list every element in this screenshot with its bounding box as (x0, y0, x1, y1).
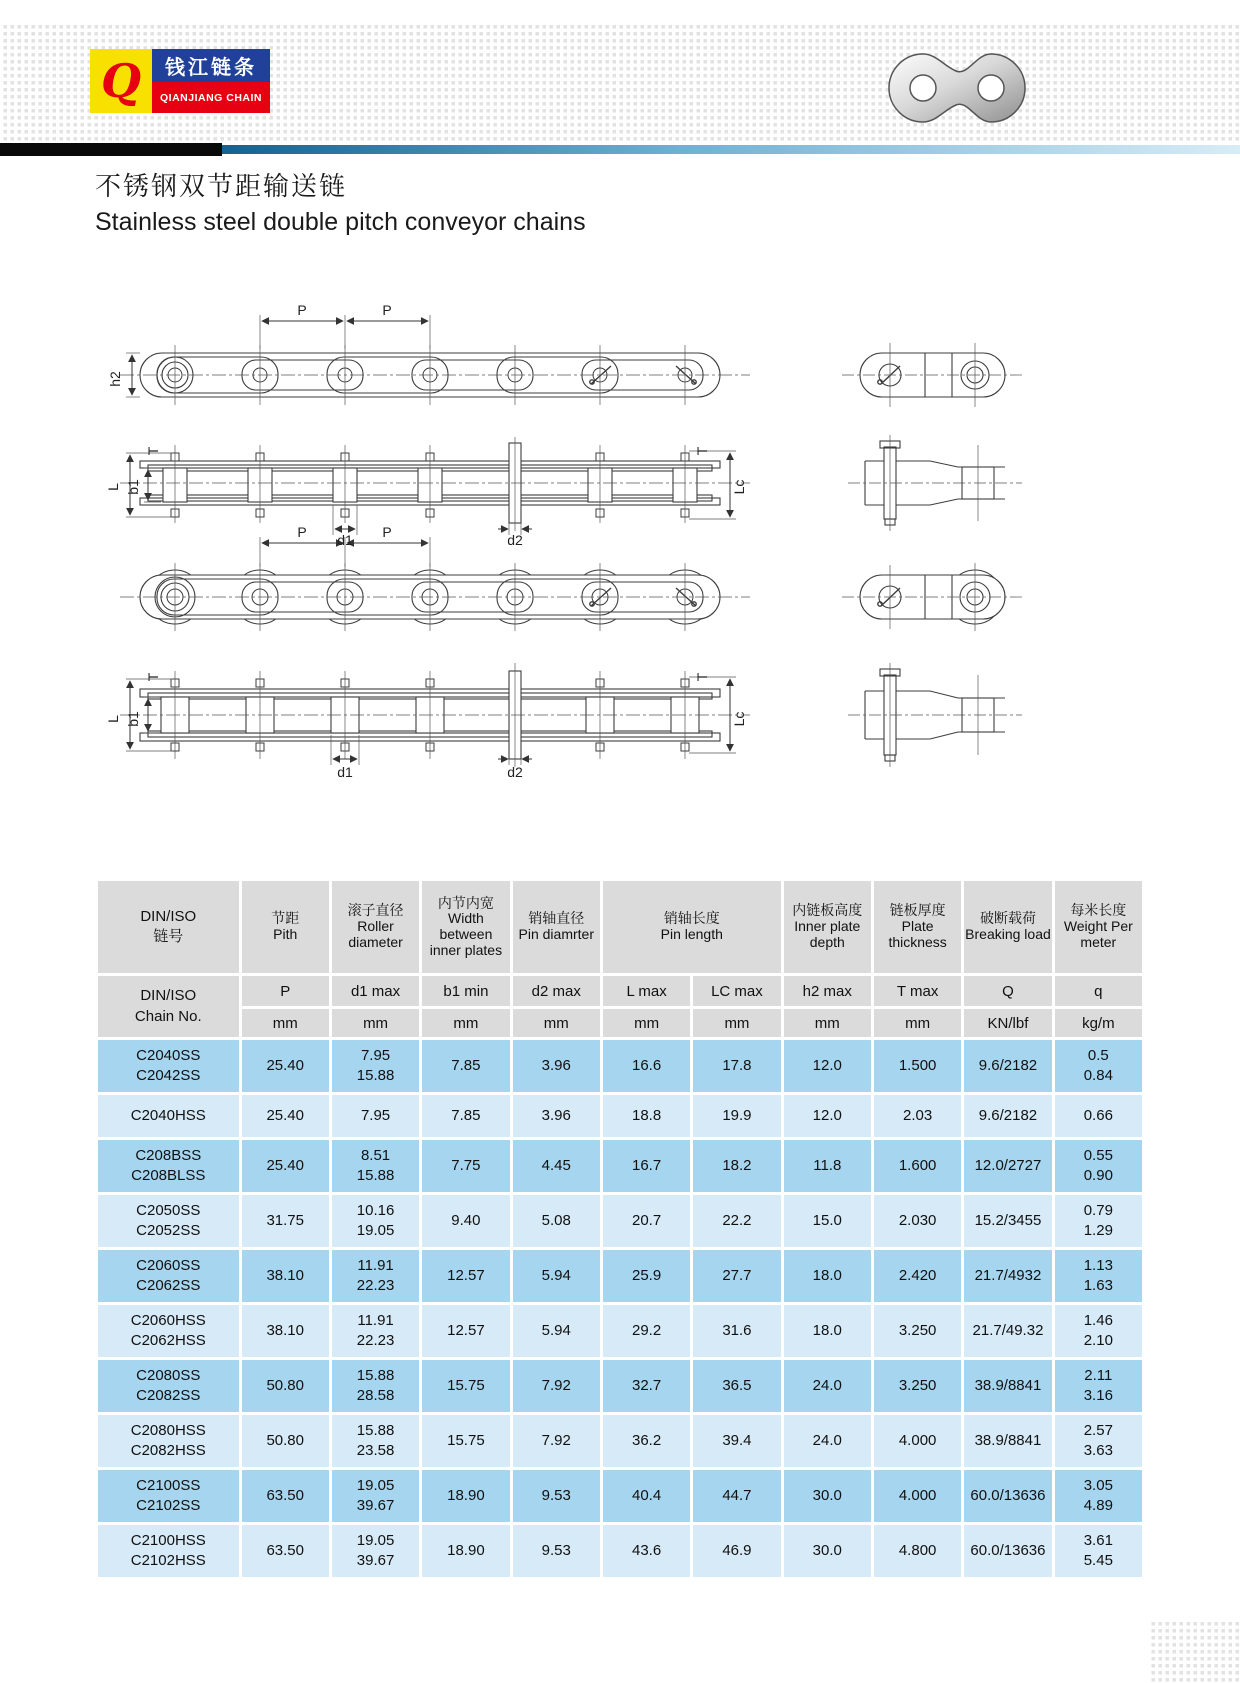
header-plate-depth-en: Inner plate depth (794, 918, 861, 950)
header-plate-thickness (874, 881, 961, 973)
value-cell: 7.92 (513, 1415, 600, 1467)
value-cell: 7.92 (513, 1360, 600, 1412)
value-cell: 15.75 (422, 1415, 509, 1467)
value-cell: 2.420 (874, 1250, 961, 1302)
chain-no-cell: C2040SS C2042SS (98, 1040, 239, 1092)
table-row (98, 1525, 1142, 1577)
value-cell: 12.0/2727 (964, 1140, 1051, 1192)
value-cell: 18.90 (422, 1470, 509, 1522)
value-cell: 27.7 (693, 1250, 780, 1302)
value-cell: 12.0 (784, 1040, 871, 1092)
value-cell: 8.51 15.88 (332, 1140, 419, 1192)
value-cell: 32.7 (603, 1360, 690, 1412)
value-cell: 39.4 (693, 1415, 780, 1467)
value-cell: 50.80 (242, 1360, 329, 1412)
dim-p3-label: P (297, 524, 307, 540)
value-cell: 0.79 1.29 (1055, 1195, 1142, 1247)
value-cell: 31.6 (693, 1305, 780, 1357)
value-cell: 4.800 (874, 1525, 961, 1577)
value-cell: 25.40 (242, 1140, 329, 1192)
header-unit-row (98, 1009, 1142, 1037)
dim-p1-label: P (297, 302, 307, 318)
unit-mm-3: mm (422, 1009, 509, 1037)
value-cell: 30.0 (784, 1470, 871, 1522)
dim-d2-large: d2 (507, 764, 523, 780)
value-cell: 3.05 4.89 (1055, 1470, 1142, 1522)
value-cell: 25.9 (603, 1250, 690, 1302)
header-roller-zh: 滚子直径 (347, 902, 404, 919)
dim-lc-large: Lc (731, 711, 747, 727)
value-cell: 36.5 (693, 1360, 780, 1412)
value-cell: 22.2 (693, 1195, 780, 1247)
symbol-p: P (242, 976, 329, 1006)
value-cell: 18.0 (784, 1305, 871, 1357)
header-pitch-zh: 节距 (271, 910, 300, 927)
value-cell: 11.91 22.23 (332, 1250, 419, 1302)
value-cell: 63.50 (242, 1525, 329, 1577)
chain-no-cell: C2060HSS C2062HSS (98, 1305, 239, 1357)
value-cell: 36.2 (603, 1415, 690, 1467)
header-pitch-en: Pith (273, 926, 298, 942)
header-breaking-load (964, 881, 1051, 973)
value-cell: 60.0/13636 (964, 1525, 1051, 1577)
corner-pattern (1148, 1622, 1240, 1683)
unit-mm-7: mm (784, 1009, 871, 1037)
value-cell: 3.250 (874, 1360, 961, 1412)
dim-l-small: L (105, 483, 121, 491)
symbol-q-weight: q (1055, 976, 1142, 1006)
technical-drawing (90, 295, 1150, 790)
header-din-iso-line2: 链号 (153, 928, 184, 945)
value-cell: 9.6/2182 (964, 1095, 1051, 1137)
dim-d1-small: d1 (337, 532, 353, 548)
header-weight-en: Weight Per meter (1063, 918, 1133, 950)
value-cell: 63.50 (242, 1470, 329, 1522)
value-cell: 24.0 (784, 1415, 871, 1467)
value-cell: 18.8 (603, 1095, 690, 1137)
value-cell: 29.2 (603, 1305, 690, 1357)
value-cell: 4.45 (513, 1140, 600, 1192)
value-cell: 3.61 5.45 (1055, 1525, 1142, 1577)
spec-table (95, 878, 1145, 1580)
divider-blue (222, 145, 1240, 154)
drawing-side-view-small (120, 437, 750, 535)
value-cell: 40.4 (603, 1470, 690, 1522)
header-plate-depth-zh: 内链板高度 (792, 902, 863, 919)
header-din-iso-line1: DIN/ISO (140, 907, 197, 925)
header-thickness-en: Plate thickness (888, 918, 947, 950)
table-head (98, 881, 1142, 1037)
value-cell: 20.7 (603, 1195, 690, 1247)
value-cell: 16.6 (603, 1040, 690, 1092)
header-inner-width-en: Width between inner plates (429, 910, 503, 958)
logo-english-name: QIANJIANG CHAIN (152, 82, 270, 113)
value-cell: 7.95 15.88 (332, 1040, 419, 1092)
header-chain-no (98, 976, 239, 1037)
dim-b1-large: b1 (125, 711, 141, 727)
symbol-l: L max (603, 976, 690, 1006)
table-body (98, 1040, 1142, 1577)
unit-mm-1: mm (242, 1009, 329, 1037)
dim-t-left-small: T (145, 446, 161, 456)
header-group-row (98, 881, 1142, 973)
value-cell: 15.0 (784, 1195, 871, 1247)
value-cell: 38.9/8841 (964, 1360, 1051, 1412)
header-breaking-en: Breaking load (965, 926, 1051, 942)
header-weight-zh: 每米长度 (1070, 902, 1127, 919)
table-row (98, 1470, 1142, 1522)
value-cell: 15.75 (422, 1360, 509, 1412)
value-cell: 9.6/2182 (964, 1040, 1051, 1092)
value-cell: 19.05 39.67 (332, 1525, 419, 1577)
value-cell: 18.2 (693, 1140, 780, 1192)
header-breaking-zh: 破断载荷 (979, 910, 1036, 927)
header-din-iso (98, 881, 239, 973)
symbol-lc: LC max (693, 976, 780, 1006)
dim-p2-label: P (382, 302, 392, 318)
detail-link-side-small (848, 435, 1022, 531)
unit-mm-8: mm (874, 1009, 961, 1037)
header-inner-plate-depth (784, 881, 871, 973)
dim-h2-label: h2 (107, 371, 123, 387)
value-cell: 60.0/13636 (964, 1470, 1051, 1522)
value-cell: 44.7 (693, 1470, 780, 1522)
value-cell: 7.85 (422, 1040, 509, 1092)
drawing-side-view-large (120, 663, 750, 767)
unit-mm-4: mm (513, 1009, 600, 1037)
table-row (98, 1140, 1142, 1192)
detail-link-top-large (842, 563, 1022, 631)
chain-no-cell: C2080SS C2082SS (98, 1360, 239, 1412)
value-cell: 38.9/8841 (964, 1415, 1051, 1467)
value-cell: 12.0 (784, 1095, 871, 1137)
header-pin-length-zh: 销轴长度 (663, 910, 720, 927)
value-cell: 16.7 (603, 1140, 690, 1192)
value-cell: 24.0 (784, 1360, 871, 1412)
header-weight (1055, 881, 1142, 973)
value-cell: 3.96 (513, 1095, 600, 1137)
chain-no-cell: C208BSS C208BLSS (98, 1140, 239, 1192)
value-cell: 4.000 (874, 1415, 961, 1467)
header-pin-length (603, 881, 781, 973)
table-row (98, 1305, 1142, 1357)
chain-no-cell: C2100HSS C2102HSS (98, 1525, 239, 1577)
value-cell: 1.600 (874, 1140, 961, 1192)
header-pin-diameter-zh: 销轴直径 (528, 910, 585, 927)
dim-t-left-large: T (145, 672, 161, 682)
value-cell: 38.10 (242, 1305, 329, 1357)
value-cell: 9.53 (513, 1470, 600, 1522)
value-cell: 21.7/4932 (964, 1250, 1051, 1302)
value-cell: 25.40 (242, 1095, 329, 1137)
unit-mm-2: mm (332, 1009, 419, 1037)
table-row (98, 1040, 1142, 1092)
chain-no-cell: C2080HSS C2082HSS (98, 1415, 239, 1467)
plate-hole-right (978, 75, 1004, 101)
value-cell: 38.10 (242, 1250, 329, 1302)
dim-l-large: L (105, 715, 121, 723)
value-cell: 15.88 23.58 (332, 1415, 419, 1467)
header-pin-length-en: Pin length (660, 926, 723, 942)
value-cell: 2.11 3.16 (1055, 1360, 1142, 1412)
table-row (98, 1250, 1142, 1302)
value-cell: 10.16 19.05 (332, 1195, 419, 1247)
unit-kn-lbf: KN/lbf (964, 1009, 1051, 1037)
title-english: Stainless steel double pitch conveyor chains (95, 207, 586, 236)
header-inner-width (422, 881, 509, 973)
symbol-q-load: Q (964, 976, 1051, 1006)
symbol-d2: d2 max (513, 976, 600, 1006)
spec-table-grid (95, 878, 1145, 1580)
detail-link-top-small (842, 343, 1022, 407)
value-cell: 18.90 (422, 1525, 509, 1577)
value-cell: 15.2/3455 (964, 1195, 1051, 1247)
value-cell: 43.6 (603, 1525, 690, 1577)
value-cell: 5.08 (513, 1195, 600, 1247)
header-pin-diameter-en: Pin diamrter (518, 926, 594, 942)
value-cell: 31.75 (242, 1195, 329, 1247)
logo-q-mark: Q (90, 49, 152, 113)
value-cell: 1.46 2.10 (1055, 1305, 1142, 1357)
value-cell: 9.53 (513, 1525, 600, 1577)
chain-plate-image (878, 40, 1034, 136)
value-cell: 1.500 (874, 1040, 961, 1092)
header-thickness-zh: 链板厚度 (889, 902, 946, 919)
header-roller-diameter (332, 881, 419, 973)
symbol-h2: h2 max (784, 976, 871, 1006)
symbol-b1: b1 min (422, 976, 509, 1006)
value-cell: 19.05 39.67 (332, 1470, 419, 1522)
value-cell: 5.94 (513, 1305, 600, 1357)
table-row (98, 1360, 1142, 1412)
dim-t-right-small: T (694, 446, 710, 456)
dim-d2-small: d2 (507, 532, 523, 548)
dim-lc-small: Lc (731, 479, 747, 495)
header-pin-diameter (513, 881, 600, 973)
header-pitch (242, 881, 329, 973)
header-symbol-row (98, 976, 1142, 1006)
dim-d1-large: d1 (337, 764, 353, 780)
value-cell: 3.96 (513, 1040, 600, 1092)
value-cell: 5.94 (513, 1250, 600, 1302)
dim-b1-small: b1 (125, 479, 141, 495)
chain-no-cell: C2060SS C2062SS (98, 1250, 239, 1302)
value-cell: 12.57 (422, 1305, 509, 1357)
plate-hole-left (910, 75, 936, 101)
value-cell: 0.55 0.90 (1055, 1140, 1142, 1192)
drawing-top-view-large (120, 537, 750, 631)
value-cell: 12.57 (422, 1250, 509, 1302)
value-cell: 19.9 (693, 1095, 780, 1137)
value-cell: 9.40 (422, 1195, 509, 1247)
value-cell: 15.88 28.58 (332, 1360, 419, 1412)
value-cell: 21.7/49.32 (964, 1305, 1051, 1357)
value-cell: 7.95 (332, 1095, 419, 1137)
chain-no-cell: C2040HSS (98, 1095, 239, 1137)
logo-chinese-name: 钱江链条 (152, 49, 270, 82)
value-cell: 50.80 (242, 1415, 329, 1467)
value-cell: 2.030 (874, 1195, 961, 1247)
value-cell: 2.03 (874, 1095, 961, 1137)
chain-no-cell: C2050SS C2052SS (98, 1195, 239, 1247)
value-cell: 30.0 (784, 1525, 871, 1577)
value-cell: 7.75 (422, 1140, 509, 1192)
table-row (98, 1195, 1142, 1247)
symbol-t: T max (874, 976, 961, 1006)
value-cell: 1.13 1.63 (1055, 1250, 1142, 1302)
value-cell: 11.91 22.23 (332, 1305, 419, 1357)
value-cell: 11.8 (784, 1140, 871, 1192)
header-inner-width-zh: 内节内宽 (437, 894, 494, 911)
dim-p4-label: P (382, 524, 392, 540)
header-chain-no-line2: Chain No. (134, 1007, 202, 1025)
value-cell: 25.40 (242, 1040, 329, 1092)
drawing-top-view-small (120, 315, 750, 405)
value-cell: 17.8 (693, 1040, 780, 1092)
value-cell: 18.0 (784, 1250, 871, 1302)
unit-mm-5: mm (603, 1009, 690, 1037)
logo-text-block (152, 49, 270, 113)
header-chain-no-line1: DIN/ISO (140, 987, 197, 1005)
value-cell: 0.5 0.84 (1055, 1040, 1142, 1092)
header-roller-en: Roller diameter (348, 918, 403, 950)
value-cell: 0.66 (1055, 1095, 1142, 1137)
chain-no-cell: C2100SS C2102SS (98, 1470, 239, 1522)
divider-black (0, 143, 222, 156)
detail-link-side-large (848, 663, 1022, 767)
table-row (98, 1095, 1142, 1137)
value-cell: 46.9 (693, 1525, 780, 1577)
title-chinese: 不锈钢双节距输送链 (95, 171, 348, 201)
page-title (95, 170, 586, 241)
company-logo (90, 49, 270, 113)
value-cell: 7.85 (422, 1095, 509, 1137)
unit-mm-6: mm (693, 1009, 780, 1037)
table-row (98, 1415, 1142, 1467)
symbol-d1: d1 max (332, 976, 419, 1006)
value-cell: 4.000 (874, 1470, 961, 1522)
unit-kg-m: kg/m (1055, 1009, 1142, 1037)
value-cell: 3.250 (874, 1305, 961, 1357)
value-cell: 2.57 3.63 (1055, 1415, 1142, 1467)
dim-t-right-large: T (694, 672, 710, 682)
